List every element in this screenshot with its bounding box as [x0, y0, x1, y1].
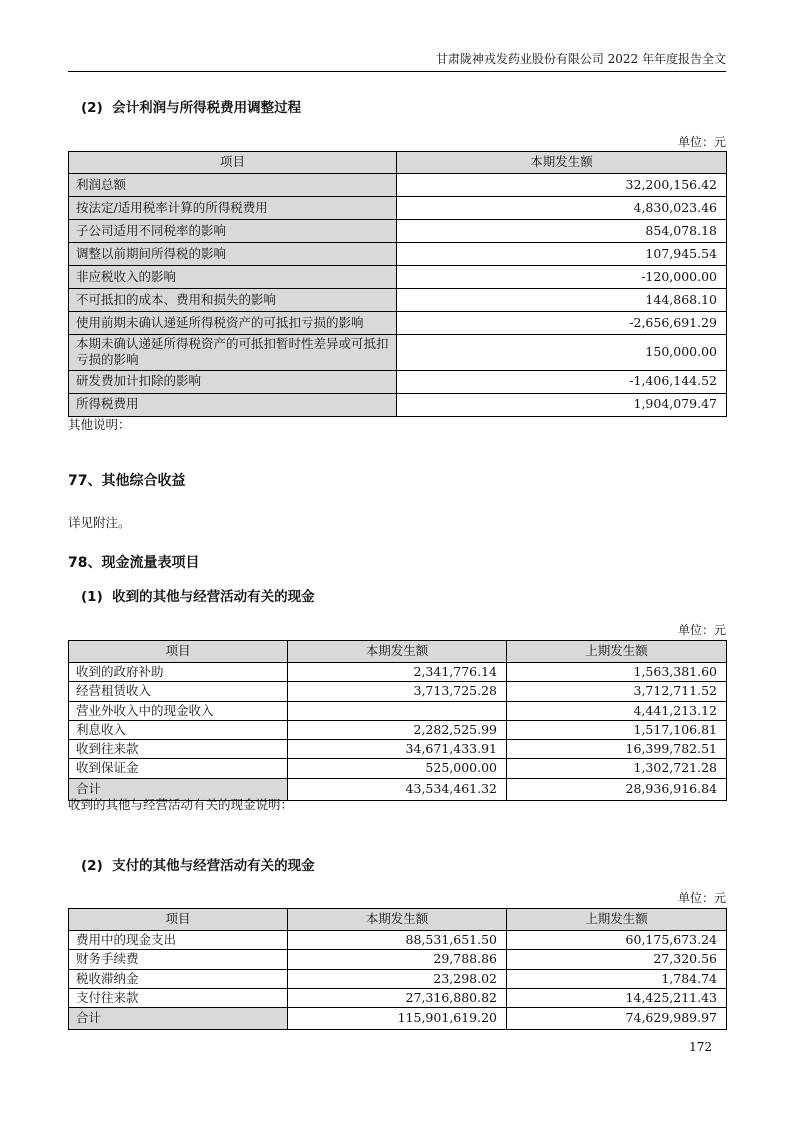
cash-received-unit-label: 单位：元 — [677, 623, 726, 637]
row-label: 调整以前期间所得税的影响 — [69, 243, 397, 266]
row-prior-value: 1,302,721.28 — [507, 759, 727, 778]
row-prior-value: 16,399,782.51 — [507, 740, 727, 759]
row-prior-value: 27,320.56 — [507, 950, 727, 969]
column-header-current: 本期发生额 — [288, 909, 507, 931]
row-current-value: 23,298.02 — [288, 969, 507, 988]
section-77-title: 77、其他综合收益 — [68, 473, 186, 489]
table-row — [69, 720, 727, 739]
cash-paid-unit-label: 单位：元 — [677, 891, 726, 905]
table-row — [69, 197, 727, 220]
tax-section-title: (2) 会计利润与所得税费用调整过程 — [81, 100, 302, 116]
total-prior-value: 28,936,916.84 — [507, 778, 727, 800]
page-number: 172 — [689, 1040, 712, 1054]
cash-received-title: (1) 收到的其他与经营活动有关的现金 — [81, 589, 315, 605]
table-row — [69, 682, 727, 701]
section-77-body: 详见附注。 — [68, 515, 131, 530]
table-header-row — [69, 909, 727, 931]
row-label: 费用中的现金支出 — [69, 931, 288, 950]
table-row — [69, 931, 727, 950]
table-row — [69, 740, 727, 759]
table-row — [69, 370, 727, 393]
row-current-value: 3,713,725.28 — [288, 682, 507, 701]
row-current-value: 525,000.00 — [288, 759, 507, 778]
tax-unit-label: 单位：元 — [677, 135, 726, 149]
table-row — [69, 701, 727, 720]
table-row — [69, 220, 727, 243]
cash-received-table — [68, 640, 727, 801]
table-header-row — [69, 641, 727, 663]
table-row — [69, 289, 727, 312]
row-label: 营业外收入中的现金收入 — [69, 701, 288, 720]
column-header-item: 项目 — [69, 909, 288, 931]
row-value: 4,830,023.46 — [397, 197, 727, 220]
row-label: 利息收入 — [69, 720, 288, 739]
column-header-prior: 上期发生额 — [507, 909, 727, 931]
total-label: 合计 — [69, 1008, 288, 1030]
row-value: 107,945.54 — [397, 243, 727, 266]
row-prior-value: 1,784.74 — [507, 969, 727, 988]
table-total-row — [69, 1008, 727, 1030]
row-label: 研发费加计扣除的影响 — [69, 370, 397, 393]
row-label: 不可抵扣的成本、费用和损失的影响 — [69, 289, 397, 312]
table-row — [69, 174, 727, 197]
column-header-item: 项目 — [69, 641, 288, 663]
row-current-value — [288, 701, 507, 720]
row-label: 收到往来款 — [69, 740, 288, 759]
row-label: 经营租赁收入 — [69, 682, 288, 701]
header-divider — [68, 71, 726, 72]
row-label: 支付往来款 — [69, 988, 288, 1007]
cash-paid-table — [68, 908, 727, 1030]
row-label: 非应税收入的影响 — [69, 266, 397, 289]
tax-adjustment-table — [68, 151, 727, 417]
table-row — [69, 393, 727, 416]
table-row — [69, 759, 727, 778]
total-current-value: 115,901,619.20 — [288, 1008, 507, 1030]
row-prior-value: 1,563,381.60 — [507, 663, 727, 682]
section-78-title: 78、现金流量表项目 — [68, 555, 200, 571]
table-row — [69, 335, 727, 371]
row-label: 使用前期未确认递延所得税资产的可抵扣亏损的影响 — [69, 312, 397, 335]
row-label: 利润总额 — [69, 174, 397, 197]
row-current-value: 27,316,880.82 — [288, 988, 507, 1007]
row-label: 本期未确认递延所得税资产的可抵扣暂时性差异或可抵扣亏损的影响 — [69, 335, 397, 371]
table-row — [69, 950, 727, 969]
row-value: 32,200,156.42 — [397, 174, 727, 197]
row-value: 854,078.18 — [397, 220, 727, 243]
table-row — [69, 243, 727, 266]
table-row — [69, 663, 727, 682]
row-label: 税收滞纳金 — [69, 969, 288, 988]
row-current-value: 2,282,525.99 — [288, 720, 507, 739]
row-current-value: 2,341,776.14 — [288, 663, 507, 682]
row-value: -2,656,691.29 — [397, 312, 727, 335]
row-current-value: 29,788.86 — [288, 950, 507, 969]
row-prior-value: 1,517,106.81 — [507, 720, 727, 739]
row-value: 150,000.00 — [397, 335, 727, 371]
row-value: -1,406,144.52 — [397, 370, 727, 393]
other-notes-label: 其他说明： — [68, 417, 131, 432]
cash-received-note: 收到的其他与经营活动有关的现金说明： — [68, 797, 294, 812]
row-prior-value: 4,441,213.12 — [507, 701, 727, 720]
row-label: 财务手续费 — [69, 950, 288, 969]
row-label: 按法定/适用税率计算的所得税费用 — [69, 197, 397, 220]
row-prior-value: 3,712,711.52 — [507, 682, 727, 701]
row-current-value: 88,531,651.50 — [288, 931, 507, 950]
total-current-value: 43,534,461.32 — [288, 778, 507, 800]
row-current-value: 34,671,433.91 — [288, 740, 507, 759]
total-label: 合计 — [69, 778, 288, 800]
cash-paid-title: (2) 支付的其他与经营活动有关的现金 — [81, 858, 315, 874]
row-label: 收到的政府补助 — [69, 663, 288, 682]
row-value: -120,000.00 — [397, 266, 727, 289]
row-value: 144,868.10 — [397, 289, 727, 312]
row-label: 子公司适用不同税率的影响 — [69, 220, 397, 243]
table-row — [69, 988, 727, 1007]
row-value: 1,904,079.47 — [397, 393, 727, 416]
table-row — [69, 312, 727, 335]
table-header-row — [69, 152, 727, 174]
row-prior-value: 14,425,211.43 — [507, 988, 727, 1007]
document-header: 甘肃陇神戎发药业股份有限公司 2022 年年度报告全文 — [435, 52, 726, 66]
column-header-item: 项目 — [69, 152, 397, 174]
column-header-current: 本期发生额 — [288, 641, 507, 663]
table-row — [69, 266, 727, 289]
total-prior-value: 74,629,989.97 — [507, 1008, 727, 1030]
row-label: 收到保证金 — [69, 759, 288, 778]
column-header-prior: 上期发生额 — [507, 641, 727, 663]
table-row — [69, 969, 727, 988]
row-label: 所得税费用 — [69, 393, 397, 416]
column-header-current: 本期发生额 — [397, 152, 727, 174]
row-prior-value: 60,175,673.24 — [507, 931, 727, 950]
